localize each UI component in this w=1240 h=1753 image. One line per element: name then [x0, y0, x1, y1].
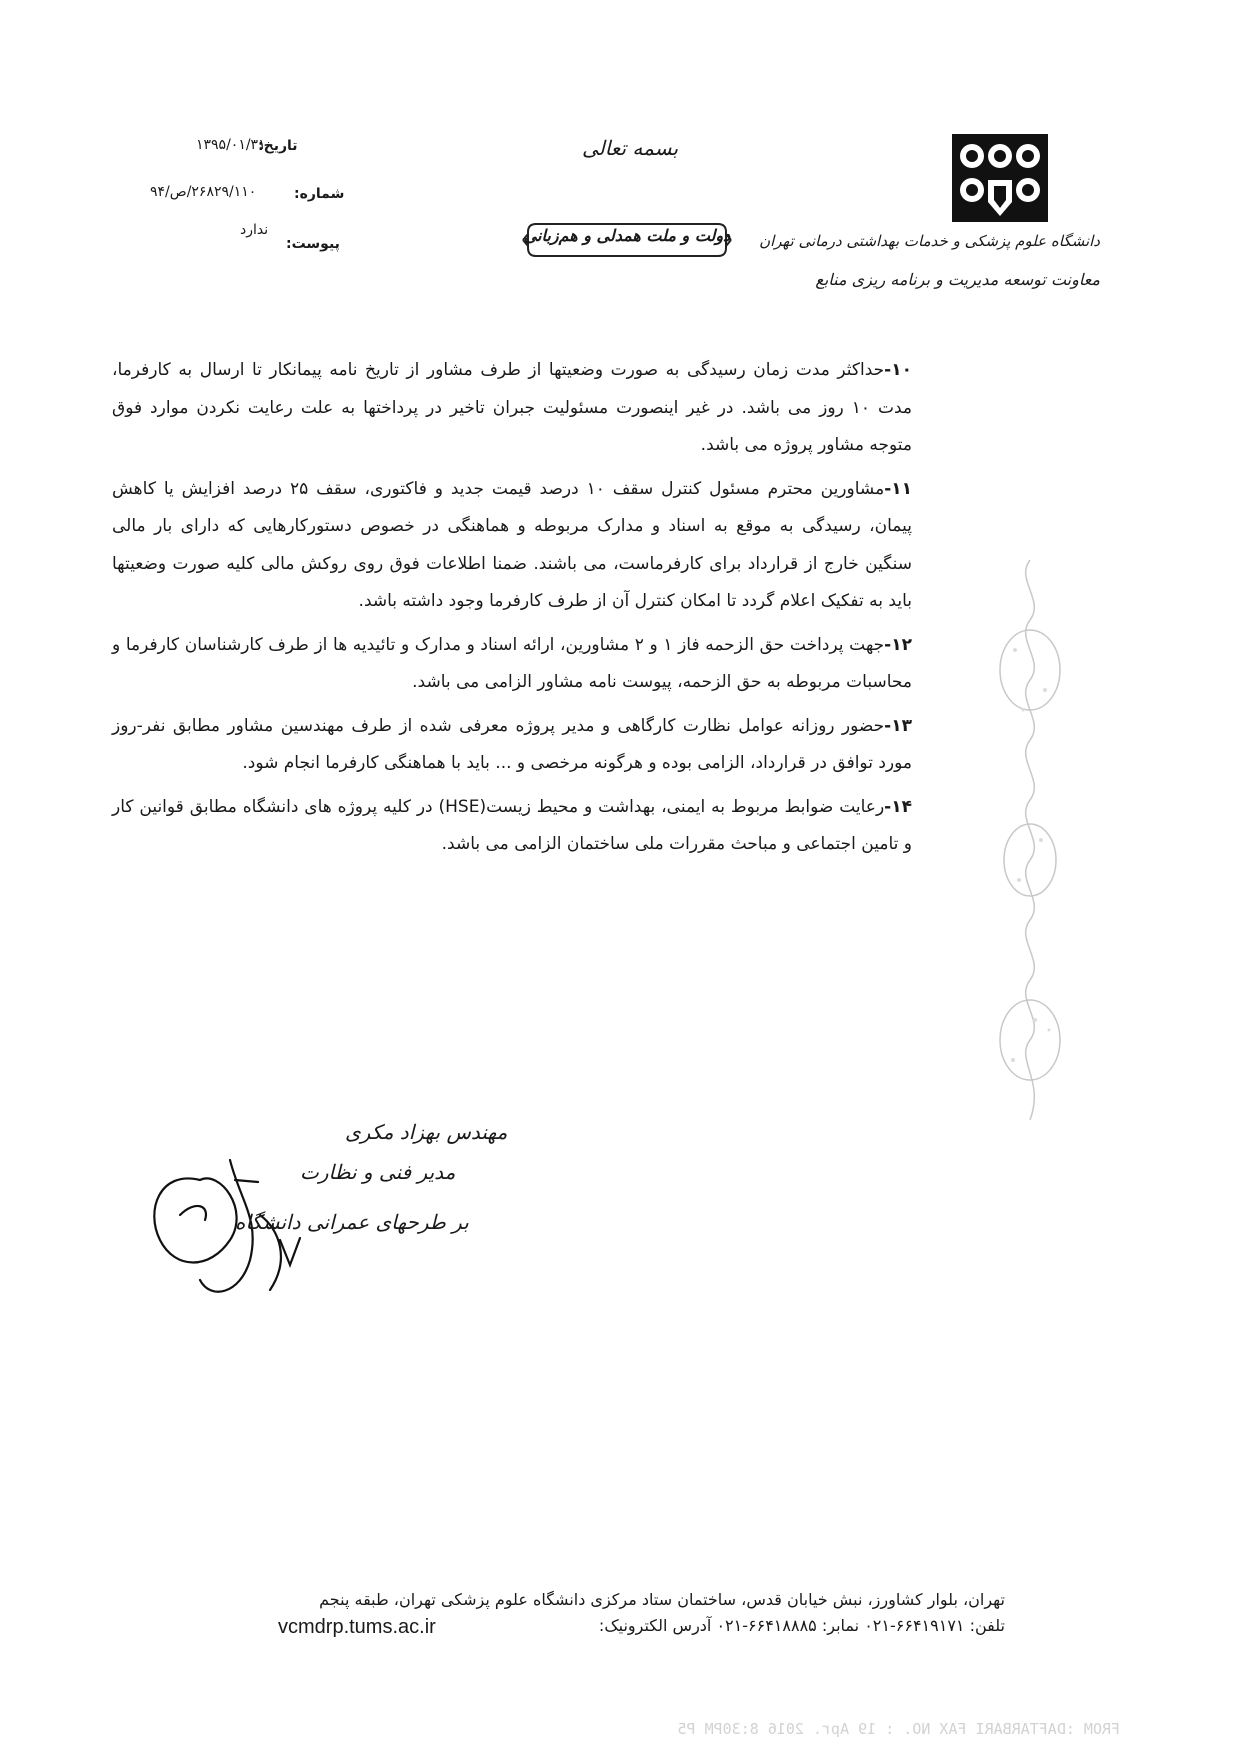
paragraph-11: [112, 471, 912, 621]
attachment-value: ندارد: [240, 222, 269, 238]
date-label: تاریخ:: [258, 138, 298, 154]
paragraph-10: [112, 352, 912, 465]
signer-title: مدیر فنی و نظارت: [300, 1160, 456, 1184]
number-value: ۲۶۸۲۹/۱۱۰/ص/۹۴: [150, 184, 257, 200]
margin-ornament: [975, 560, 1085, 1120]
paragraph-number: ۱۱-: [884, 478, 913, 499]
footer-website: vcmdrp.tums.ac.ir: [278, 1616, 436, 1638]
paragraph-number: ۱۳-: [884, 715, 912, 736]
department-name: معاونت توسعه مدیریت و برنامه ریزی منابع: [815, 270, 1100, 289]
attachment-label: پیوست:: [286, 236, 340, 252]
organization-name: دانشگاه علوم پزشکی و خدمات بهداشتی درمانی تهران: [759, 232, 1100, 250]
bismillah-heading: بسمه تعالی: [581, 136, 679, 160]
slogan-text: دولت و ملت همدلی و هم‌زبانی: [523, 226, 731, 245]
paragraph-text: حضور روزانه عوامل نظارت کارگاهی و مدیر پروژه معرفی شده از طرف مهندسین مشاور مطابق نفر-روز مورد توافق در قرارداد، الزامی بوده و هرگونه مرخصی و ... باید با هماهنگی کارفرما انجام شود.: [112, 715, 912, 773]
footer-address: تهران، بلوار کشاورز، نبش خیابان قدس، ساختمان ستاد مرکزی دانشگاه علوم پزشکی تهران، طبقه پنجم: [319, 1590, 1005, 1609]
paragraph-number: ۱۴-: [884, 796, 912, 817]
fax-transmission-header: FROM :DAFTARBARI FAX NO. : 19 Apr. 2016 8:30PM P5: [677, 1720, 1120, 1738]
signer-title-continued: بر طرحهای عمرانی دانشگاه: [235, 1210, 469, 1234]
signer-name: مهندس بهزاد مکری: [345, 1120, 508, 1144]
paragraph-14: [112, 789, 912, 864]
university-logo: [950, 132, 1050, 224]
paragraph-13: [112, 708, 912, 783]
letter-body: [112, 352, 912, 870]
paragraph-12: [112, 627, 912, 702]
paragraph-text: جهت پرداخت حق الزحمه فاز ۱ و ۲ مشاورین، ارائه اسناد و مدارک و تائیدیه ها از طرف کارشناسان کارفرما و محاسبات مربوطه به حق الزحمه، پیوست نامه مشاور الزامی می باشد.: [112, 634, 912, 692]
paragraph-number: ۱۲-: [884, 634, 912, 655]
footer-contact: تلفن: ۶۶۴۱۹۱۷۱-۰۲۱ نمابر: ۶۶۴۱۸۸۸۵-۰۲۱ آدرس الکترونیک:: [598, 1616, 1005, 1635]
paragraph-text: مشاورین محترم مسئول کنترل سقف ۱۰ درصد قیمت جدید و فاکتوری، سقف ۲۵ درصد افزایش یا کاهش پیمان، رسیدگی به موقع به اسناد و مدارک مربوطه و هماهنگی در خصوص دستورکارهایی که دارای بار مالی سنگین خارج از قرارداد برای کارفرماست، می باشند. ضمنا اطلاعات فوق روی روکش مالی کلیه صورت وضعیتها باید به تفکیک اعلام گردد تا امکان کنترل آن از طرف کارفرما وجود داشته باشد.: [112, 478, 912, 611]
paragraph-number: ۱۰-: [884, 360, 912, 380]
paragraph-text: رعایت ضوابط مربوط به ایمنی، بهداشت و محیط زیست(HSE) در کلیه پروژه های دانشگاه مطابق قوانین کار و تامین اجتماعی و مباحث مقررات ملی ساختمان الزامی می باشد.: [112, 796, 912, 854]
date-value: ۱۳۹۵/۰۱/۳۱: [196, 137, 266, 153]
paragraph-text: حداکثر مدت زمان رسیدگی به صورت وضعیتها از طرف مشاور از تاریخ نامه پیمانکار تا ارسال به کارفرما، مدت ۱۰ روز می باشد. در غیر اینصورت مسئولیت جبران تاخیر در پرداختها به علت رعایت نکردن موارد فوق متوجه مشاور پروژه می باشد.: [112, 360, 912, 455]
number-label: شماره:: [294, 186, 345, 202]
